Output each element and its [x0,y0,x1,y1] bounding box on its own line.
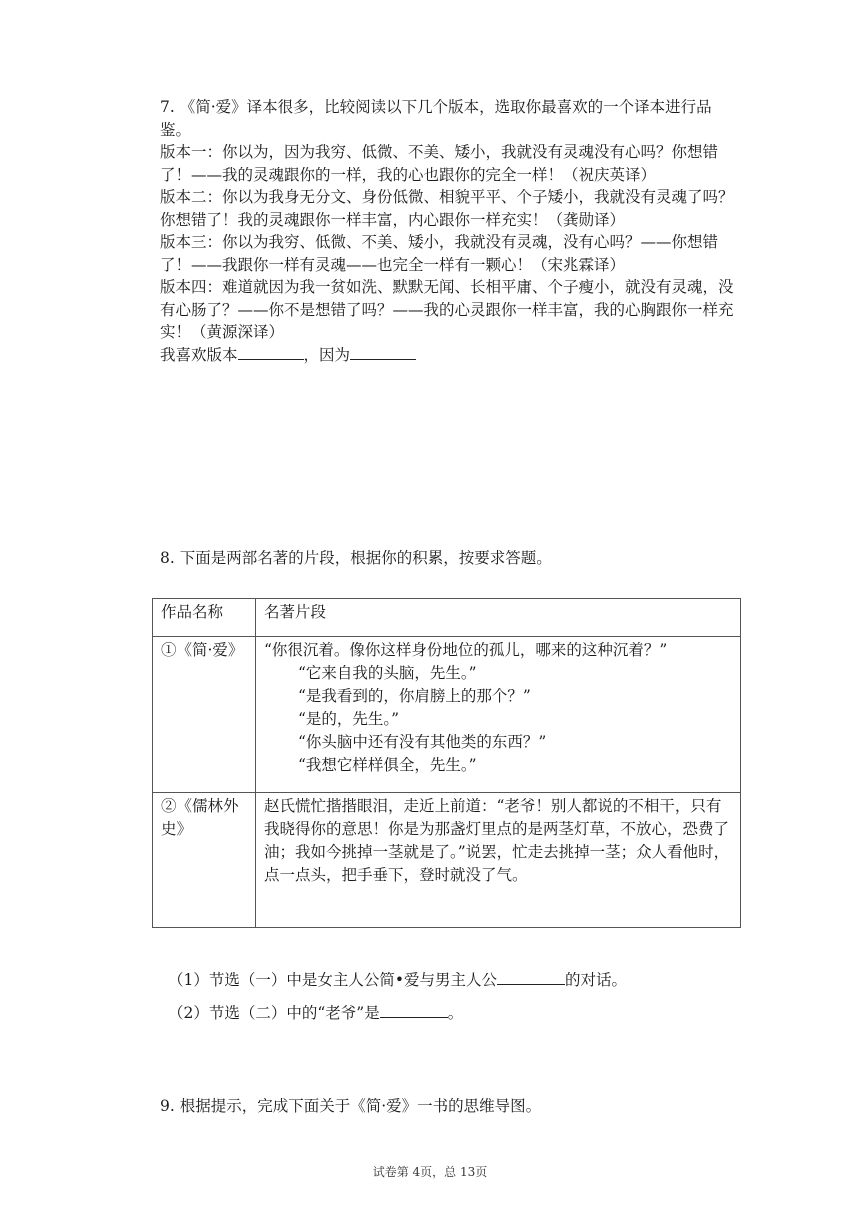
q7-version-2: 版本二：你以为我身无分文、身份低微、相貌平平、个子矮小，我就没有灵魂了吗？你想错了！我的灵魂跟你一样丰富，内心跟你一样充实！（龚勋译） [160,188,734,229]
sub2-prefix: （2）节选（二）中的“老爷”是 [168,1004,380,1022]
table-header-row [153,599,741,637]
q7-prompt: 7. 《简·爱》译本很多，比较阅读以下几个版本，选取你最喜欢的一个译本进行品鉴。 [160,98,712,139]
q7-version-3: 版本三：你以为我穷、低微、不美、矮小，我就没有灵魂，没有心吗？——你想错了！——我跟你一样有灵魂——也完全一样有一颗心！（宋兆霖译） [160,233,719,274]
q7-blank-reason[interactable] [350,345,416,360]
work-rulin-waishi: ②《儒林外史》 [153,793,256,928]
question-7 [160,96,735,366]
dialogue-line: “是的，先生。” [298,710,400,728]
q7-answer-line [160,344,735,367]
q7-answer-mid: ，因为 [303,345,351,364]
page-footer: 试卷第 4页，总 13页 [372,1165,488,1179]
table-row [153,793,741,928]
sub1-suffix: 的对话。 [565,971,628,989]
q7-version-4: 版本四：难道就因为我一贫如洗、默默无闻、长相平庸、个子瘦小，就没有灵魂，没有心肠了？——你不是想错了吗？——我的心灵跟你一样丰富，我的心胸跟你一样充实！（黄源深译） [160,278,734,341]
sub1-blank[interactable] [497,970,565,985]
dialogue-line: “你很沉着。像你这样身份地位的孤儿，哪来的这种沉着？” [264,641,668,659]
excerpt-rulin-waishi: 赵氏慌忙揩揩眼泪，走近上前道：“老爷！别人都说的不相干，只有我晓得你的意思！你是为那盏灯里点的是两茎灯草，不放心，恐费了油；我如今挑掉一茎就是了。”说罢，忙走去挑掉一茎；众人看他时，点一点头，把手垂下，登时就没了气。 [256,793,741,928]
works-table [152,598,741,928]
q7-answer-prefix: 我喜欢版本 [160,345,238,364]
header-work-name: 作品名称 [153,599,256,637]
dialogue-line: “它来自我的头脑，先生。” [298,664,477,682]
q8-sub-question-1 [168,968,627,990]
q7-version-1: 版本一：你以为，因为我穷、低微、不美、矮小，我就没有灵魂没有心吗？你想错了！——我的灵魂跟你的一样，我的心也跟你的完全一样！（祝庆英译） [160,143,719,184]
dialogue-line: “你头脑中还有没有其他类的东西？” [298,733,547,751]
header-excerpt: 名著片段 [256,599,741,637]
q8-title: 8. 下面是两部名著的片段，根据你的积累，按要求答题。 [160,549,552,567]
sub2-blank[interactable] [380,1003,448,1018]
dialogue-line: “我想它样样俱全，先生。” [298,756,477,774]
sub2-suffix: 。 [447,1004,464,1022]
table-row [153,637,741,793]
dialogue-line: “是我看到的，你肩膀上的那个？” [298,687,531,705]
q7-blank-version[interactable] [238,345,304,360]
work-jane-eyre: ①《简·爱》 [153,637,256,793]
q8-sub-question-2 [168,1001,463,1023]
q9-title: 9. 根据提示，完成下面关于《简·爱》一书的思维导图。 [160,1097,542,1115]
sub1-prefix: （1）节选（一）中是女主人公简•爱与男主人公 [168,971,498,989]
excerpt-jane-eyre [256,637,741,793]
